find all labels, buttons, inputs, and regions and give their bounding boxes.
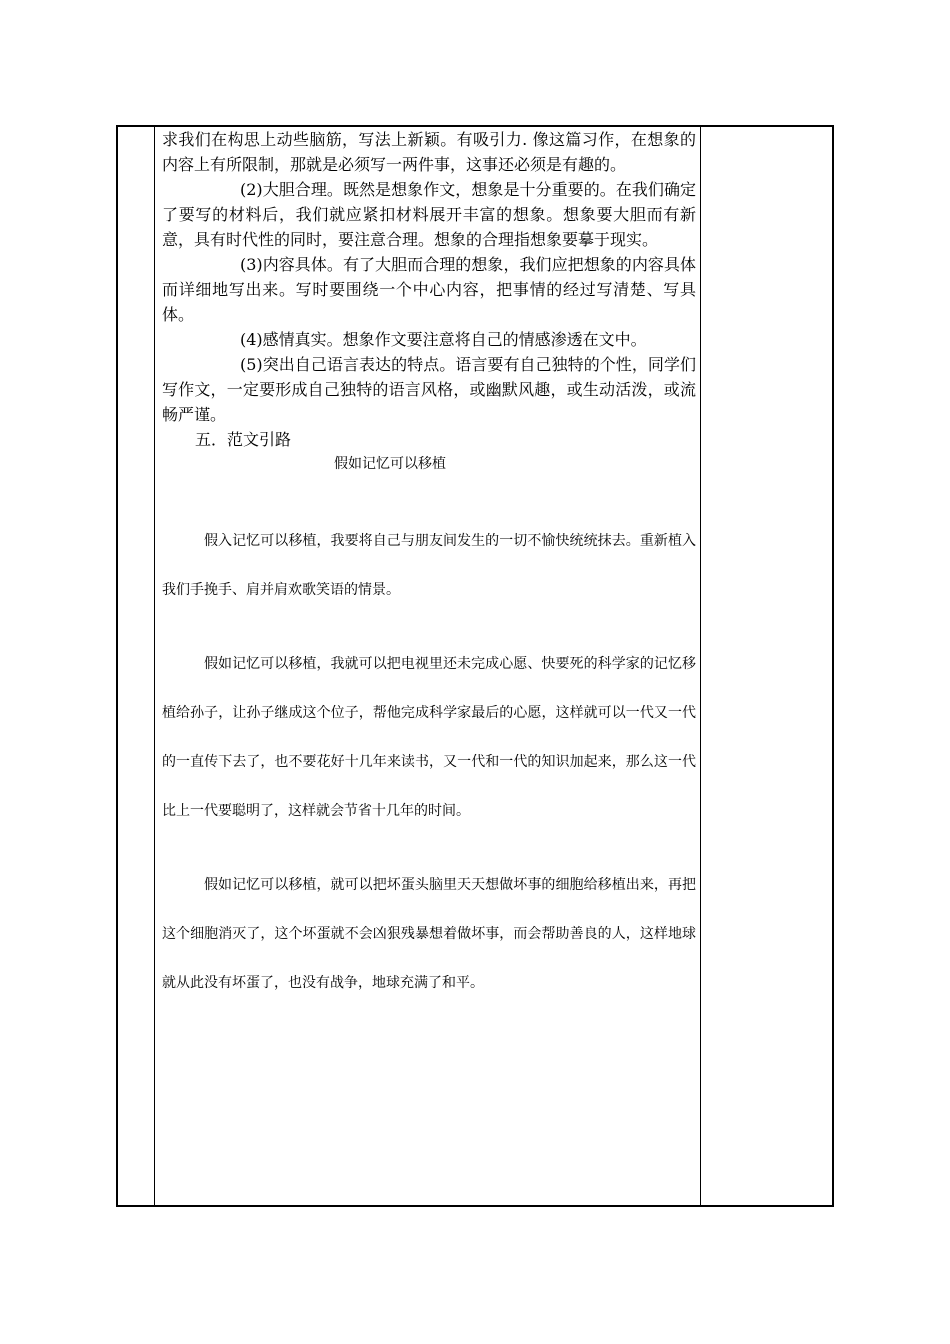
- essay-title: 假如记忆可以移植: [334, 456, 446, 472]
- tip-paragraph: (5)突出自己语言表达的特点。语言要有自己独特的个性，同学们写作文，一定要形成自己独特的语言风格，或幽默风趣，或生动活泼，或流畅严谨。: [162, 355, 696, 424]
- section-heading: 五．范文引路: [195, 430, 292, 449]
- tip-paragraph: 求我们在构思上动些脑筋，写法上新颖。有吸引力. 像这篇习作，在想象的内容上有所限制，那就是必须写一两件事，这事还必须是有趣的。: [162, 130, 696, 174]
- left-column-divider: [154, 127, 155, 1205]
- tip-paragraph: (2)大胆合理。既然是想象作文，想象是十分重要的。在我们确定了要写的材料后，我们就应紧扣材料展开丰富的想象。想象要大胆而有新意，具有时代性的同时，要注意合理。想象的合理指想象要摹于现实。: [162, 180, 696, 249]
- main-content-column: [162, 127, 696, 1033]
- essay-paragraph: 假如记忆可以移植，我就可以把电视里还未完成心愿、快要死的科学家的记忆移植给孙子，让孙子继成这个位子，帮他完成科学家最后的心愿，这样就可以一代又一代的一直传下去了，也不要花好十几年来读书，又一代和一代的知识加起来，那么这一代比上一代要聪明了，这样就会节省十几年的时间。: [162, 656, 696, 819]
- right-column-divider: [700, 127, 701, 1205]
- sample-essay: [162, 517, 696, 1008]
- tip-paragraph: (4)感情真实。想象作文要注意将自己的情感渗透在文中。: [240, 330, 647, 349]
- writing-tips: [162, 127, 696, 427]
- essay-paragraph: 假入记忆可以移植，我要将自己与朋友间发生的一切不愉快统统抹去。重新植入我们手挽手、肩并肩欢歌笑语的情景。: [162, 533, 696, 598]
- document-table: [116, 125, 834, 1207]
- tip-paragraph: (3)内容具体。有了大胆而合理的想象，我们应把想象的内容具体而详细地写出来。写时要围绕一个中心内容，把事情的经过写清楚、写具体。: [162, 255, 696, 324]
- essay-paragraph: 假如记忆可以移植，就可以把坏蛋头脑里天天想做坏事的细胞给移植出来，再把这个细胞消灭了，这个坏蛋就不会凶狠残暴想着做坏事，而会帮助善良的人，这样地球就从此没有坏蛋了，也没有战争，地球充满了和平。: [162, 877, 696, 991]
